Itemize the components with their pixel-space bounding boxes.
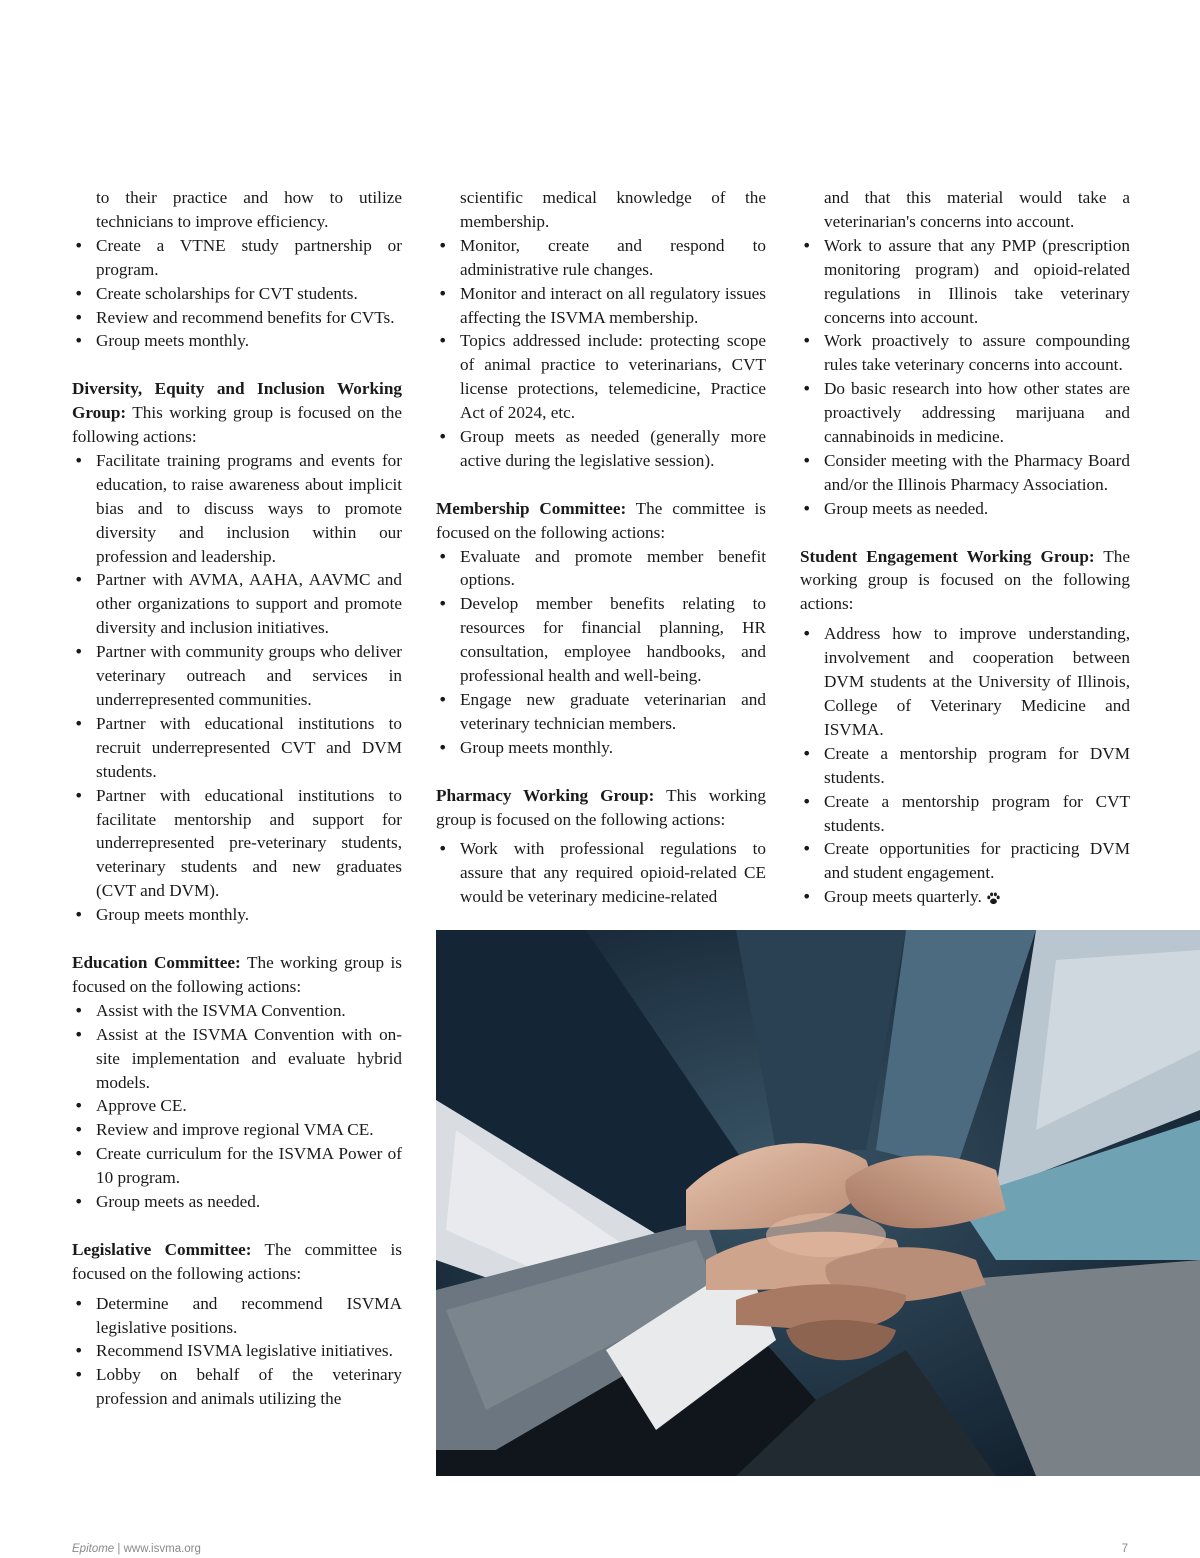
section-intro <box>436 784 766 832</box>
list-item: • Consider meeting with the Pharmacy Board and/or the Illinois Pharmacy Association. <box>800 449 1130 497</box>
list-item: • Create a mentorship program for DVM students. <box>800 742 1130 790</box>
list <box>800 622 1130 909</box>
list-item: • Group meets monthly. <box>72 329 402 353</box>
list-item: • Facilitate training programs and events for education, to raise awareness about implicit bias and to discuss ways to promote diversity and inclusion within our profession and leadership. <box>72 449 402 569</box>
section-intro-text: This working group is focused on the following actions: <box>72 403 402 447</box>
list-item: • Address how to improve understanding, involvement and cooperation between DVM students at the University of Illinois, College of Veterinary Medicine and ISVMA. <box>800 622 1130 742</box>
list-item: • Group meets as needed. <box>72 1190 402 1214</box>
education-section <box>72 951 402 1214</box>
list <box>72 1292 402 1412</box>
footer-separator: | <box>114 1543 124 1555</box>
section-intro <box>72 377 402 449</box>
list <box>436 545 766 760</box>
list-item: • Group meets as needed. <box>800 497 1130 521</box>
list-item: • Engage new graduate veterinarian and veterinary technician members. <box>436 688 766 736</box>
list-item: • Work with professional regulations to assure that any required opioid-related CE would be veterinary medicine-related <box>436 837 766 909</box>
column-1 <box>72 186 402 1411</box>
list-item: • Work proactively to assure compounding rules take veterinary concerns into account. <box>800 329 1130 377</box>
page-number: 7 <box>1121 1543 1128 1555</box>
list-item: to their practice and how to utilize technicians to improve efficiency. <box>96 188 402 231</box>
list <box>72 234 402 354</box>
section-heading: Student Engagement Working Group: <box>800 546 1095 566</box>
section-heading: Membership Committee: <box>436 498 627 518</box>
section-intro-text: The committee is focused on the following actions: <box>436 498 766 542</box>
continued-list <box>72 186 402 234</box>
section-intro <box>72 1238 402 1286</box>
list-item: and that this material would take a veterinarian's concerns into account. <box>824 188 1130 231</box>
membership-section <box>436 497 766 760</box>
dei-section <box>72 377 402 927</box>
section-intro-text: The working group is focused on the following actions: <box>800 546 1130 614</box>
list-item: • Evaluate and promote member benefit options. <box>436 545 766 593</box>
list-item: • Assist at the ISVMA Convention with on-site implementation and evaluate hybrid models. <box>72 1023 402 1095</box>
hands-stacked-illustration <box>436 930 1200 1476</box>
list-item: • Create opportunities for practicing DVM and student engagement. <box>800 837 1130 885</box>
paw-print-icon <box>986 891 1001 906</box>
section-heading: Diversity, Equity and Inclusion Working Group: <box>72 379 402 423</box>
list-item: • Group meets as needed (generally more active during the legislative session). <box>436 425 766 473</box>
team-hands-photo <box>436 930 1200 1476</box>
column-2 <box>436 186 766 909</box>
section-intro-text: This working group is focused on the following actions: <box>436 785 766 829</box>
list-item: • Topics addressed include: protecting scope of animal practice to veterinarians, CVT license protections, telemedicine, Practice Act of 2024, etc. <box>436 329 766 425</box>
list <box>72 999 402 1214</box>
list-item: • Monitor, create and respond to administrative rule changes. <box>436 234 766 282</box>
list-item-text: Group meets quarterly. <box>824 887 982 907</box>
student-engagement-section <box>800 545 1130 910</box>
section-intro-text: The working group is focused on the following actions: <box>72 952 402 996</box>
continued-list <box>436 186 766 234</box>
list-item: • Create curriculum for the ISVMA Power of 10 program. <box>72 1142 402 1190</box>
section-intro <box>436 497 766 545</box>
list-item: • Determine and recommend ISVMA legislative positions. <box>72 1292 402 1340</box>
continued-list <box>800 186 1130 234</box>
section-intro <box>72 951 402 999</box>
section-intro-text: The committee is focused on the following actions: <box>72 1239 402 1283</box>
list-item: • Recommend ISVMA legislative initiatives. <box>72 1339 402 1363</box>
website-url[interactable]: www.isvma.org <box>123 1543 201 1555</box>
section-intro <box>800 545 1130 617</box>
list-item: • Create a mentorship program for CVT students. <box>800 790 1130 838</box>
list-item: • Partner with AVMA, AAHA, AAVMC and other organizations to support and promote diversity and inclusion initiatives. <box>72 568 402 640</box>
list-item: • Review and improve regional VMA CE. <box>72 1118 402 1142</box>
list-item: • Partner with educational institutions to facilitate mentorship and support for underrepresented pre-veterinary students, veterinary students and new graduates (CVT and DVM). <box>72 784 402 904</box>
list-item: scientific medical knowledge of the membership. <box>460 188 766 231</box>
list-item: • Group meets monthly. <box>72 903 402 927</box>
list-item: • Monitor and interact on all regulatory issues affecting the ISVMA membership. <box>436 282 766 330</box>
section-heading: Legislative Committee: <box>72 1239 252 1259</box>
list <box>436 837 766 909</box>
list <box>800 234 1130 521</box>
list-item: • Do basic research into how other states are proactively addressing marijuana and cannabinoids in medicine. <box>800 377 1130 449</box>
magazine-name: Epitome <box>72 1543 115 1555</box>
list-item: • Assist with the ISVMA Convention. <box>72 999 402 1023</box>
legislative-section <box>72 1238 402 1411</box>
list-item: • Create a VTNE study partnership or program. <box>72 234 402 282</box>
list-item: • Partner with community groups who deliver veterinary outreach and services in underrepresented communities. <box>72 640 402 712</box>
section-heading: Education Committee: <box>72 952 241 972</box>
list-item: • Create scholarships for CVT students. <box>72 282 402 306</box>
section-heading: Pharmacy Working Group: <box>436 785 655 805</box>
list-item: • Develop member benefits relating to resources for financial planning, HR consultation, employee handbooks, and professional health and well-being. <box>436 592 766 688</box>
list-item <box>800 885 1130 909</box>
list-item: • Partner with educational institutions to recruit underrepresented CVT and DVM students. <box>72 712 402 784</box>
list-item: • Group meets monthly. <box>436 736 766 760</box>
list <box>436 234 766 473</box>
list <box>72 449 402 927</box>
pharmacy-section <box>436 784 766 910</box>
list-item: • Review and recommend benefits for CVTs. <box>72 306 402 330</box>
list-item: • Approve CE. <box>72 1094 402 1118</box>
list-item: • Lobby on behalf of the veterinary profession and animals utilizing the <box>72 1363 402 1411</box>
list-item: • Work to assure that any PMP (prescription monitoring program) and opioid-related regulations in Illinois take veterinary concerns into account. <box>800 234 1130 330</box>
column-3 <box>800 186 1130 909</box>
footer-source <box>72 1543 201 1555</box>
